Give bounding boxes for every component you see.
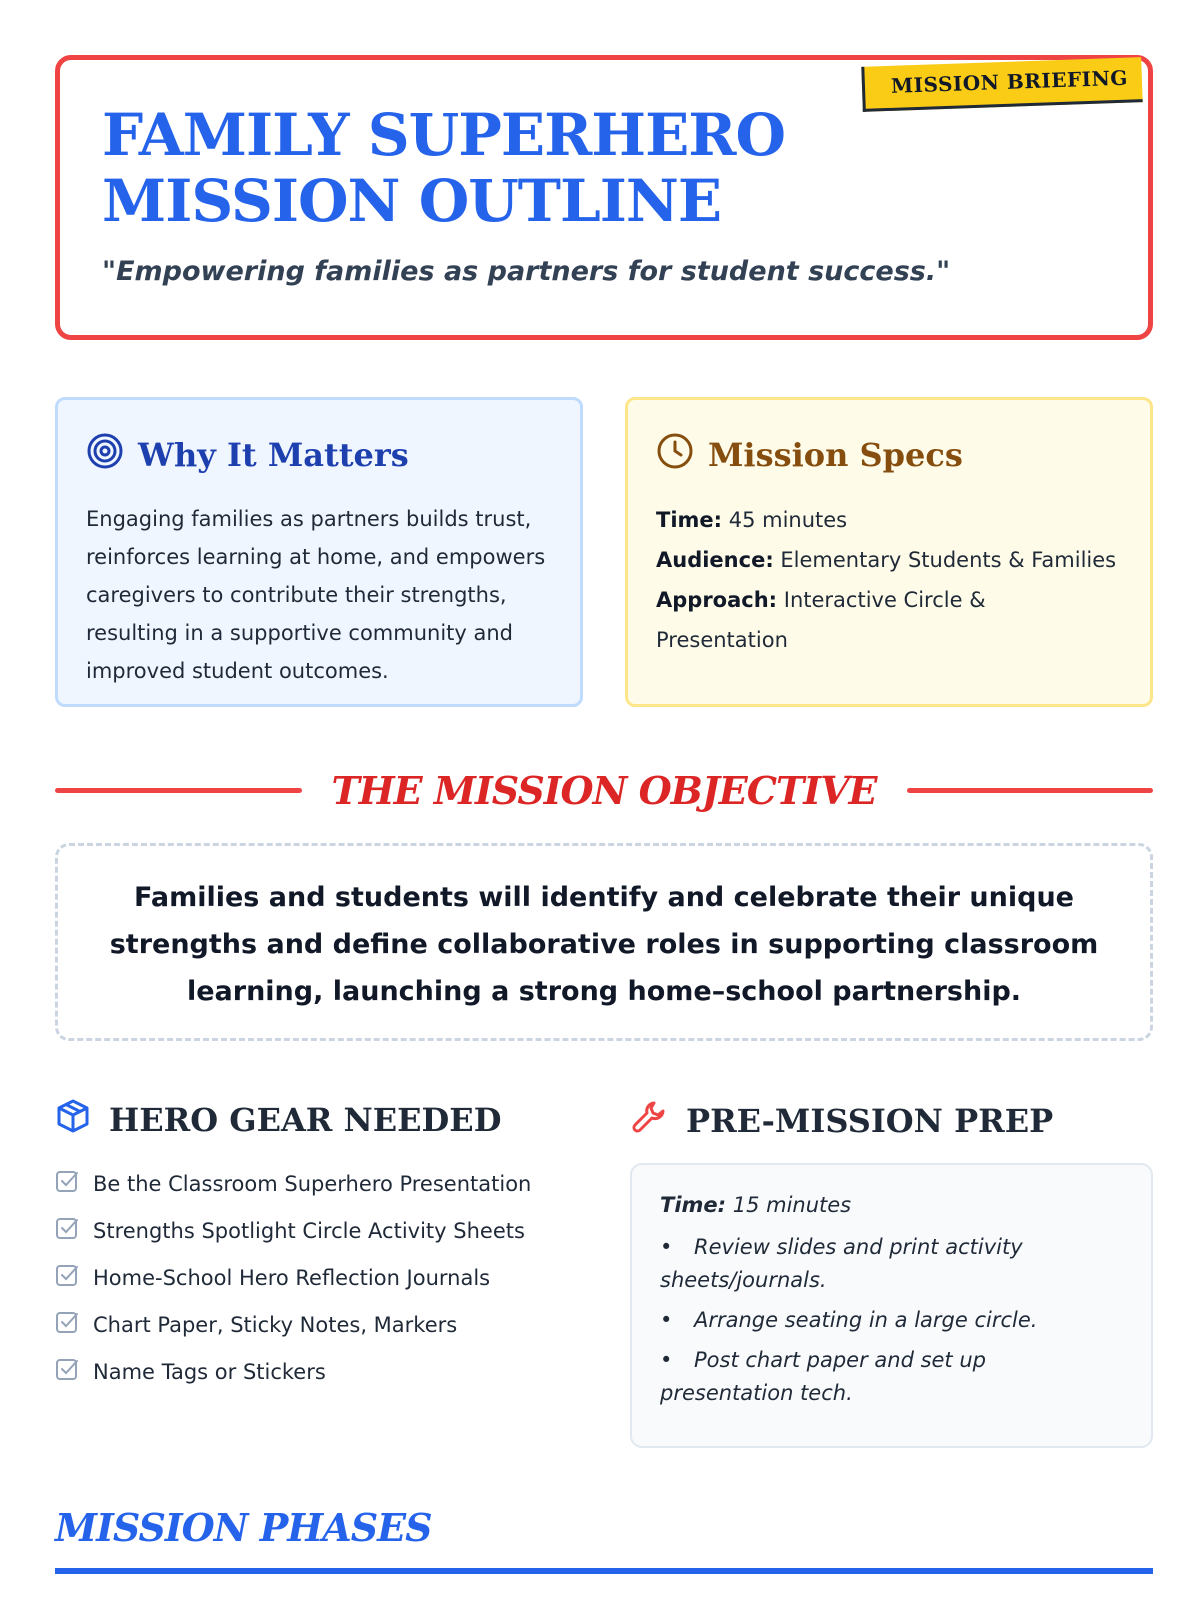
gear-item-label: Chart Paper, Sticky Notes, Markers — [93, 1312, 458, 1337]
spec-audience-label: Audience: — [656, 548, 774, 572]
box-icon — [55, 1098, 91, 1142]
spec-time-value: 45 minutes — [722, 508, 848, 532]
wrench-icon — [630, 1098, 668, 1144]
gear-list — [55, 1160, 595, 1395]
mission-specs-card — [625, 397, 1153, 707]
gear-item-label: Home-School Hero Reflection Journals — [93, 1265, 491, 1290]
divider-right — [907, 788, 1154, 793]
checkbox-icon — [55, 1263, 79, 1292]
spec-time-label: Time: — [656, 508, 723, 532]
prep-time-label: Time: — [660, 1193, 727, 1217]
gear-heading — [55, 1098, 501, 1142]
list-item — [55, 1348, 595, 1395]
list-item — [660, 1304, 1123, 1337]
page-title: FAMILY SUPERHERO MISSION OUTLINE — [102, 101, 786, 235]
list-item — [660, 1231, 1123, 1297]
gear-item-label: Name Tags or Stickers — [93, 1359, 326, 1384]
prep-title: PRE-MISSION PREP — [686, 1102, 1054, 1140]
spec-audience — [656, 540, 1122, 580]
checkbox-icon — [55, 1357, 79, 1386]
spec-approach-label: Approach: — [656, 588, 778, 612]
clock-icon — [656, 432, 694, 478]
list-item — [660, 1344, 1123, 1410]
target-icon — [86, 432, 124, 478]
specs-title: Mission Specs — [708, 436, 963, 474]
why-it-matters-card — [55, 397, 583, 707]
bullet-icon: • — [660, 1308, 673, 1332]
gear-item-label: Strengths Spotlight Circle Activity Sheets — [93, 1218, 525, 1243]
list-item — [55, 1160, 595, 1207]
bullet-icon: • — [660, 1235, 673, 1259]
prep-heading — [630, 1098, 1053, 1144]
specs-heading — [656, 432, 1122, 478]
spec-approach-value: Interactive Circle & Presentation — [656, 588, 986, 652]
prep-list — [660, 1231, 1123, 1410]
prep-box — [630, 1163, 1153, 1448]
list-item — [55, 1207, 595, 1254]
spec-audience-value: Elementary Students & Families — [773, 548, 1117, 572]
gear-item-label: Be the Classroom Superhero Presentation — [93, 1171, 532, 1196]
phases-title: MISSION PHASES — [55, 1505, 432, 1550]
list-item — [55, 1254, 595, 1301]
checkbox-icon — [55, 1169, 79, 1198]
divider-left — [55, 788, 302, 793]
spec-approach — [656, 580, 1122, 660]
prep-time — [660, 1193, 1123, 1217]
list-item — [55, 1301, 595, 1348]
objective-heading — [55, 765, 1153, 815]
objective-title: THE MISSION OBJECTIVE — [331, 767, 877, 813]
spec-time — [656, 500, 1122, 540]
prep-item-label: Review slides and print activity sheets/journals. — [660, 1235, 1023, 1292]
mission-briefing-badge: MISSION BRIEFING — [861, 57, 1142, 112]
prep-time-value: 15 minutes — [726, 1193, 852, 1217]
prep-item-label: Post chart paper and set up presentation tech. — [660, 1348, 986, 1405]
checkbox-icon — [55, 1216, 79, 1245]
checkbox-icon — [55, 1310, 79, 1339]
gear-title: HERO GEAR NEEDED — [109, 1101, 502, 1139]
mission-header — [55, 55, 1153, 340]
why-heading — [86, 432, 552, 478]
bullet-icon: • — [660, 1348, 673, 1372]
why-body: Engaging families as partners builds trust, reinforces learning at home, and empowers caregivers to contribute their strengths, resulting in a supportive community and improved student outcomes. — [86, 507, 546, 683]
phases-divider — [55, 1568, 1153, 1574]
objective-text: Families and students will identify and celebrate their unique strengths and define collaborative roles in supporting classroom learning, launching a strong home–school partnership. — [55, 843, 1153, 1041]
page-quote: "Empowering families as partners for student success." — [102, 256, 951, 287]
prep-item-label: Arrange seating in a large circle. — [694, 1308, 1038, 1332]
why-title: Why It Matters — [138, 436, 409, 474]
